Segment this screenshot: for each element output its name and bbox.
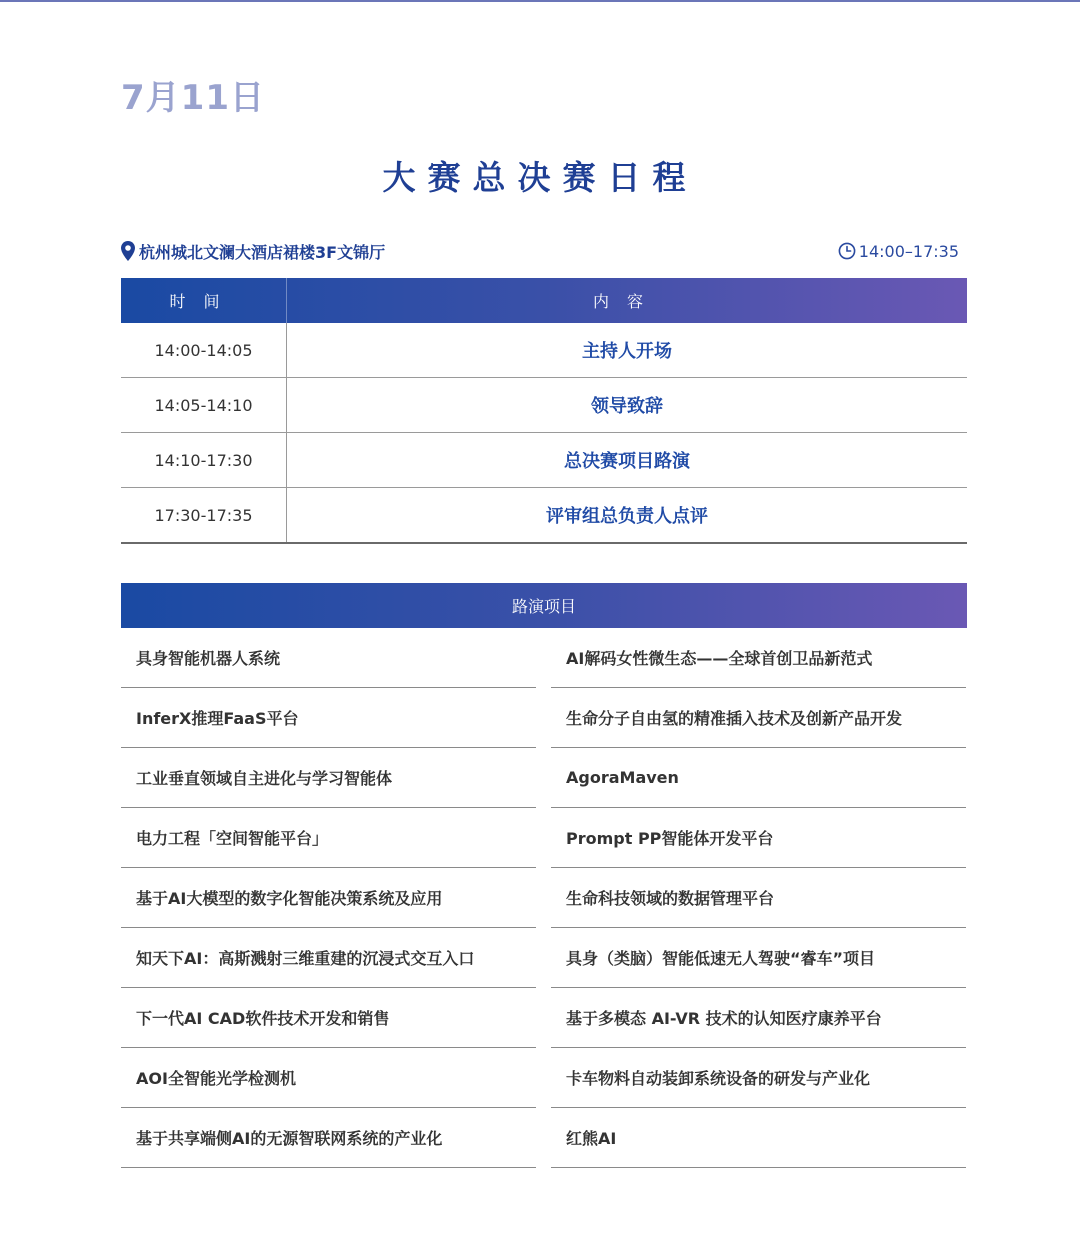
project-item: 知天下AI：高斯溅射三维重建的沉浸式交互入口 xyxy=(121,928,536,988)
schedule-row xyxy=(121,323,967,378)
page-title: 大赛总决赛日程 xyxy=(382,158,698,197)
project-item: AOI全智能光学检测机 xyxy=(121,1048,536,1108)
project-item: 具身智能机器人系统 xyxy=(121,628,536,688)
project-item: 具身（类脑）智能低速无人驾驶“睿车”项目 xyxy=(551,928,966,988)
project-item: InferX推理FaaS平台 xyxy=(121,688,536,748)
projects-right-column xyxy=(551,628,966,1168)
location-pin-icon xyxy=(121,241,135,261)
event-date: 7月11日 xyxy=(121,78,265,118)
project-item: 红熊AI xyxy=(551,1108,966,1168)
venue-line xyxy=(121,238,385,264)
time-range xyxy=(838,240,959,262)
venue-text: 杭州城北文澜大酒店裙楼3F文锦厅 xyxy=(139,242,386,262)
project-item: 基于共享端侧AI的无源智联网系统的产业化 xyxy=(121,1108,536,1168)
time-range-text: 14:00–17:35 xyxy=(858,241,959,261)
project-item: 工业垂直领域自主进化与学习智能体 xyxy=(121,748,536,808)
project-item: 下一代AI CAD软件技术开发和销售 xyxy=(121,988,536,1048)
header-time: 时间 xyxy=(121,278,287,323)
project-item: 基于AI大模型的数字化智能决策系统及应用 xyxy=(121,868,536,928)
schedule-item: 领导致辞 xyxy=(591,396,663,417)
schedule-item: 主持人开场 xyxy=(582,341,672,362)
project-item: 基于多模态 AI-VR 技术的认知医疗康养平台 xyxy=(551,988,966,1048)
project-item: Prompt PP智能体开发平台 xyxy=(551,808,966,868)
projects-header: 路演项目 xyxy=(121,583,967,628)
project-item: 电力工程「空间智能平台」 xyxy=(121,808,536,868)
project-item: AgoraMaven xyxy=(551,748,966,808)
project-item: 生命科技领域的数据管理平台 xyxy=(551,868,966,928)
schedule-row xyxy=(121,488,967,544)
project-item: AI解码女性微生态——全球首创卫品新范式 xyxy=(551,628,966,688)
schedule-time: 14:10-17:30 xyxy=(121,433,287,487)
projects-left-column xyxy=(121,628,536,1168)
header-content: 内容 xyxy=(592,292,661,311)
schedule-table xyxy=(121,278,967,544)
schedule-time: 17:30-17:35 xyxy=(121,488,287,542)
schedule-item: 评审组总负责人点评 xyxy=(546,506,708,527)
schedule-row xyxy=(121,433,967,488)
schedule-time: 14:05-14:10 xyxy=(121,378,287,432)
schedule-row xyxy=(121,378,967,433)
top-rule xyxy=(0,0,1080,2)
schedule-item: 总决赛项目路演 xyxy=(564,451,690,472)
project-item: 卡车物料自动装卸系统设备的研发与产业化 xyxy=(551,1048,966,1108)
clock-icon xyxy=(838,242,856,260)
schedule-time: 14:00-14:05 xyxy=(121,323,287,377)
project-item: 生命分子自由氢的精准插入技术及创新产品开发 xyxy=(551,688,966,748)
schedule-header xyxy=(121,278,967,323)
